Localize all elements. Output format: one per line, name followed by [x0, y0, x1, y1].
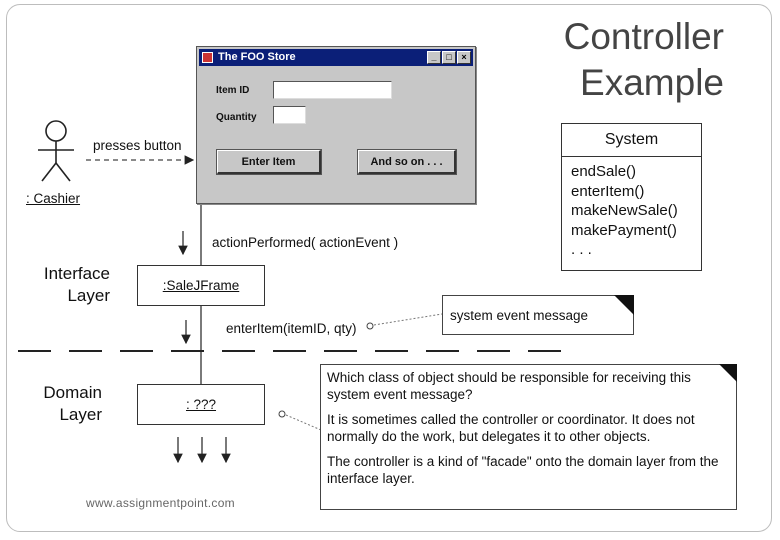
cashier-label: : Cashier: [26, 191, 81, 206]
watermark: www.assignmentpoint.com: [86, 496, 235, 510]
interface-layer-line-2: Layer: [67, 286, 110, 305]
enter-item-button[interactable]: Enter Item: [217, 150, 321, 174]
close-button[interactable]: ×: [457, 51, 471, 64]
system-class-name: System: [562, 124, 701, 157]
cashier-actor-icon: [38, 121, 74, 181]
question-paragraph: Which class of object should be responsible for receiving this system event message?: [327, 370, 691, 402]
system-op: enterItem(): [571, 182, 645, 200]
quantity-label: Quantity: [216, 112, 257, 123]
java-app-icon: [202, 52, 213, 63]
domain-layer-label: [0, 382, 102, 426]
question-note-anchor: [279, 411, 285, 417]
system-operations: [562, 157, 701, 260]
action-performed-message: actionPerformed( actionEvent ): [212, 235, 399, 250]
system-op: endSale(): [571, 163, 637, 180]
domain-layer-line-2: Layer: [59, 405, 102, 424]
interface-layer-line-1: Interface: [43, 264, 110, 283]
note-fold-icon: [614, 295, 634, 315]
answer-paragraph-2: The controller is a kind of "facade" onto the domain layer from the interface layer.: [327, 454, 719, 486]
foo-store-window: [196, 46, 476, 204]
controller-question-text: [327, 369, 727, 495]
event-note-connector: [374, 314, 442, 325]
salejframe-object: [137, 265, 265, 306]
quantity-input[interactable]: [273, 106, 306, 124]
answer-paragraph-1: It is sometimes called the controller or coordinator. It does not normally do the work, but delegates it to other objects.: [327, 412, 695, 444]
presses-button-label: presses button: [93, 138, 182, 153]
system-op: . . .: [571, 241, 592, 258]
item-id-input[interactable]: [273, 81, 392, 99]
system-op: makeNewSale(): [571, 202, 678, 219]
system-event-note-text: system event message: [450, 308, 589, 323]
domain-layer-line-1: Domain: [43, 383, 102, 402]
unknown-controller-label: : ???: [185, 397, 217, 412]
system-event-note: [442, 295, 634, 335]
event-note-anchor: [367, 323, 373, 329]
maximize-button[interactable]: □: [442, 51, 456, 64]
and-so-on-button[interactable]: And so on . . .: [358, 150, 456, 174]
enter-item-message: enterItem(itemID, qty): [226, 321, 357, 336]
item-id-label: Item ID: [216, 85, 250, 96]
minimize-button[interactable]: _: [427, 51, 441, 64]
system-op: makePayment(): [571, 221, 677, 239]
window-title: The FOO Store: [218, 51, 296, 63]
title-line-1: Controller: [563, 16, 724, 57]
interface-layer-label: [0, 263, 110, 307]
unknown-controller-object: [137, 384, 265, 425]
question-note-connector: [286, 415, 321, 430]
title-line-2: Example: [580, 62, 724, 103]
salejframe-label: :SaleJFrame: [162, 278, 240, 293]
system-class-box: [561, 123, 702, 271]
window-title-bar: [199, 49, 473, 66]
